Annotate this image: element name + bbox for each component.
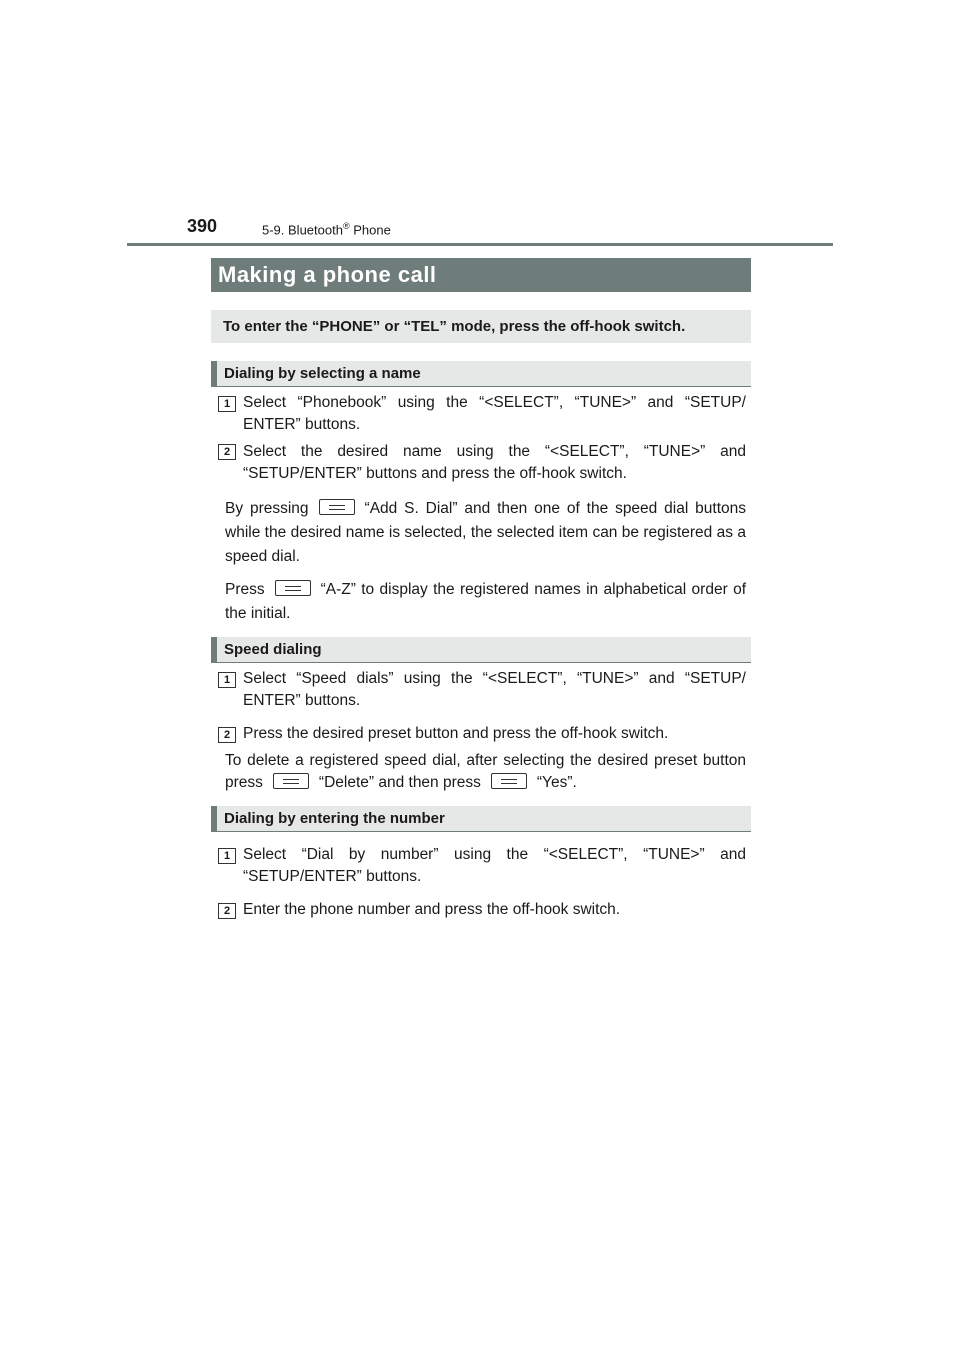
step-text: Select the desired name using the “<SELECT”, “TUNE>” and “SETUP/ENTER” buttons and press the off-hook switch. bbox=[243, 443, 746, 482]
heading-dial-by-name: Dialing by selecting a name bbox=[211, 361, 751, 387]
step-text: Select “Phonebook” using the “<SELECT”, “TUNE>” and “SETUP/ ENTER” buttons. bbox=[243, 394, 746, 433]
note-text: To delete a registered speed dial, after selecting the desired preset button press bbox=[225, 752, 746, 791]
function-button-icon bbox=[319, 499, 355, 515]
step-number-badge: 1 bbox=[218, 396, 236, 412]
function-button-icon bbox=[491, 773, 527, 789]
heading-dial-by-number: Dialing by entering the number bbox=[211, 806, 751, 832]
section-prefix: 5-9. Bluetooth bbox=[262, 222, 343, 238]
step-number-badge: 2 bbox=[218, 727, 236, 743]
page-number: 390 bbox=[187, 216, 218, 236]
note-speed-dial-add bbox=[225, 497, 746, 569]
step-number-badge: 1 bbox=[218, 672, 236, 688]
heading-speed-dialing: Speed dialing bbox=[211, 637, 751, 663]
note-text: “Delete” and then press bbox=[318, 774, 481, 791]
section-reference bbox=[262, 221, 391, 237]
step-number-badge: 2 bbox=[218, 903, 236, 919]
section-suffix: Phone bbox=[349, 222, 391, 238]
header-rule bbox=[127, 243, 833, 246]
step-number-badge: 2 bbox=[218, 444, 236, 460]
page-title: Making a phone call bbox=[211, 258, 751, 292]
function-button-icon bbox=[273, 773, 309, 789]
step-text: Select “Dial by number” using the “<SELECT”, “TUNE>” and “SETUP/ENTER” buttons. bbox=[243, 846, 746, 885]
step-text: Select “Speed dials” using the “<SELECT”, “TUNE>” and “SETUP/ ENTER” buttons. bbox=[243, 670, 746, 709]
note-text: By pressing bbox=[225, 500, 309, 517]
step-text: Press the desired preset button and press the off-hook switch. bbox=[243, 725, 669, 742]
note-delete-speed-dial bbox=[225, 750, 746, 794]
step-text: Enter the phone number and press the off-hook switch. bbox=[243, 901, 621, 918]
note-text: “A-Z” to display the registered names in alphabetical order of the initial. bbox=[225, 581, 746, 622]
step-number-badge: 1 bbox=[218, 848, 236, 864]
note-text: “Add S. Dial” and then one of the speed dial buttons while the desired name is selected, the selected item can be registered as a speed dial. bbox=[225, 500, 746, 565]
intro-box: To enter the “PHONE” or “TEL” mode, press the off-hook switch. bbox=[211, 310, 751, 343]
note-text: “Yes”. bbox=[536, 774, 577, 791]
note-text: Press bbox=[225, 581, 265, 598]
note-alphabetical bbox=[225, 578, 746, 626]
function-button-icon bbox=[275, 580, 311, 596]
registered-mark: ® bbox=[342, 221, 350, 231]
